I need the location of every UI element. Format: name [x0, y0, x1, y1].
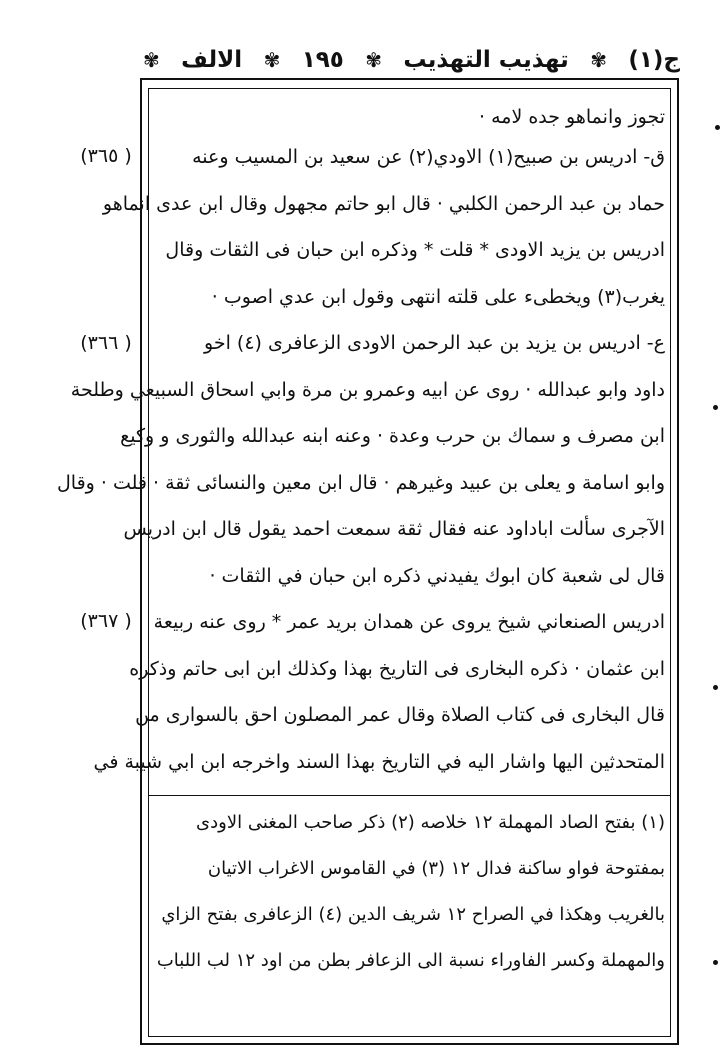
text-line: ادريس الصنعاني شيخ يروى عن همدان بريد عمر * روى عنه ربيعة: [153, 611, 665, 633]
page-number: ١٩٥: [301, 47, 344, 73]
footnote-line: والمهملة وكسر الفاوراء نسبة الى الزعافر بطن من اود ١٢ لب اللباب: [156, 950, 665, 971]
entry-number: ( ٣٦٦): [80, 332, 132, 354]
scan-speck: [715, 125, 720, 130]
text-line: يغرب(٣) ويخطىء على قلته انتهى وقول ابن عدي اصوب ·: [211, 285, 665, 308]
entry-number: ( ٣٦٧): [80, 610, 132, 632]
text-line: قال لى شعبة كان ابوك يفيدني ذكره ابن حبان في الثقات ·: [209, 564, 665, 587]
ornament-icon: ✾: [263, 48, 281, 72]
text-line: ادريس بن يزيد الاودى * قلت * وذكره ابن حبان فى الثقات وقال: [165, 239, 665, 261]
scan-speck: [713, 685, 718, 690]
ornament-icon: ✾: [590, 48, 607, 72]
footnote-line: (١) بفتح الصاد المهملة ١٢ خلاصه (٢) ذكر صاحب المغنى الاودى: [196, 812, 665, 833]
text-line: قال البخارى فى كتاب الصلاة وقال عمر المصلون احق بالسوارى من: [135, 704, 665, 726]
footnotes: [155, 800, 665, 984]
section-title: الالف: [181, 47, 243, 73]
scan-speck: [713, 960, 718, 965]
footnote-separator: [148, 795, 671, 796]
ornament-icon: ✾: [365, 48, 382, 72]
ornament-icon: ✾: [143, 48, 160, 72]
text-line: داود وابو عبدالله · روى عن ابيه وعمرو بن مرة وابي اسحاق السبيعي وطلحة: [70, 378, 665, 401]
text-line: الآجرى سألت اباداود عنه فقال ثقة سمعت احمد يقول قال ابن ادريس: [123, 518, 665, 540]
entry-number: ( ٣٦٥): [80, 145, 132, 167]
text-line: ابن مصرف و سماك بن حرب وعدة · وعنه ابنه عبدالله والثورى و وكيع: [120, 425, 665, 447]
text-line: ق- ادريس بن صبيح(١) الاودي(٢) عن سعيد بن المسيب وعنه: [192, 146, 665, 168]
book-title: تهذيب التهذيب: [403, 47, 569, 73]
text-line: ع- ادريس بن يزيد بن عبد الرحمن الاودى الزعافرى (٤) اخو: [204, 332, 665, 354]
text-line: تجوز وانماهو جده لامه ·: [479, 106, 665, 128]
text-line: ابن عثمان · ذكره البخارى فى التاريخ بهذا وكذلك ابن ابى حاتم وذكره: [129, 657, 665, 680]
text-line: وابو اسامة و يعلى بن عبيد وغيرهم · قال ابن معين والنسائى ثقة · قلت · وقال: [57, 471, 665, 494]
running-header: [140, 40, 680, 80]
footnote-line: بمفتوحة فواو ساكنة فدال ١٢ (٣) في القاموس الاغراب الاتيان: [207, 858, 665, 879]
scan-speck: [713, 405, 718, 410]
text-line: المتحدثين اليها واشار اليه في التاريخ بهذا السند واخرجه ابن ابي شيبة في: [93, 750, 665, 773]
text-line: حماد بن عبد الرحمن الكلبي · قال ابو حاتم مجهول وقال ابن عدى انماهو: [102, 192, 665, 215]
volume-label: ج(١): [628, 47, 680, 73]
footnote-line: بالغريب وهكذا في الصراح ١٢ شريف الدين (٤) الزعافرى بفتح الزاي: [161, 904, 665, 925]
